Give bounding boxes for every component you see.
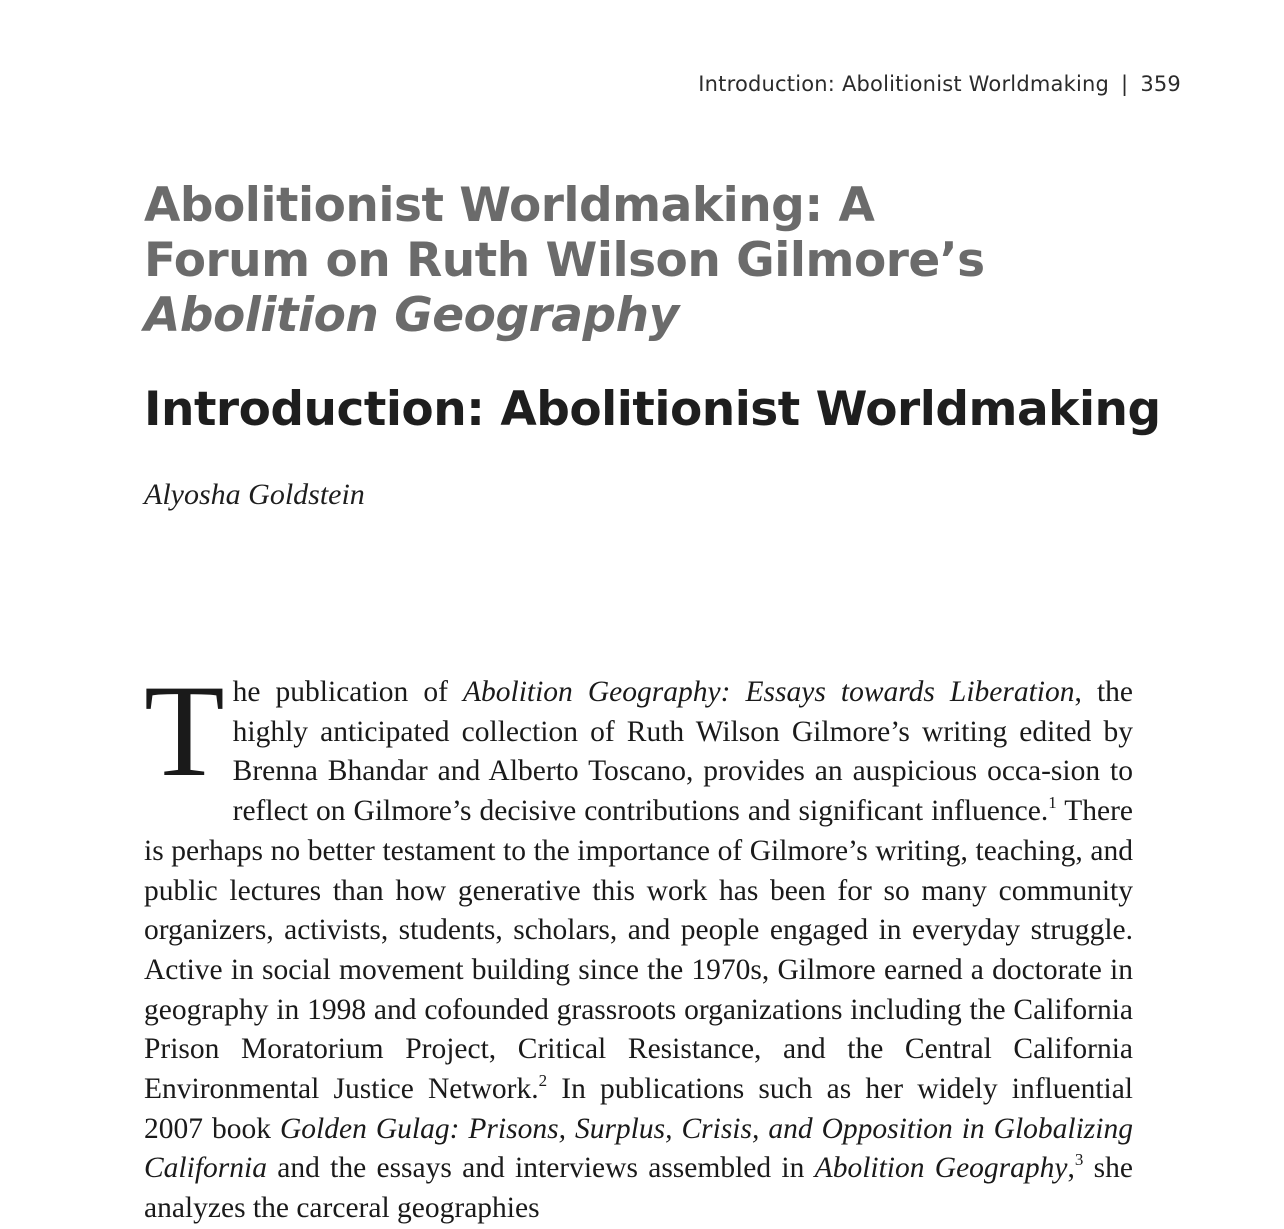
book-title-abolition-geography-short: Abolition Geography [814,1152,1068,1185]
article-title: Introduction: Abolitionist Worldmaking [144,382,1161,437]
body-text-segment: , the highly anticipated collection of Ruth Wilson Gilmore’s writing edited by Brenna Bhandar and Alberto Toscano, provides an auspicious occa-sion to reflect on Gilmore’s decisive contributions and significant influence. [232,676,1133,828]
body-text-segment: There is perhaps no better testament to the importance of Gilmore’s writing, teaching, and public lectures than how generative this work has been for so many community organizers, activists, students, scholars, and people engaged in everyday struggle. Active in social movement building since the 1970s, Gilmore earned a doctorate in geography in 1998 and cofounded grassroots organizations including the California Prison Moratorium Project, Critical Resistance, and the Central California Environmental Justice Network. [144,795,1133,1106]
body-text-segment: and the essays and interviews assembled in [266,1152,815,1185]
body-text-segment: he publication of [232,676,463,708]
page-number: 359 [1140,72,1181,96]
running-head [698,72,1181,96]
footnote-ref-2[interactable]: 2 [538,1071,548,1091]
body-text-segment: , [1067,1152,1075,1185]
footnote-ref-1[interactable]: 1 [1048,793,1057,813]
body-text-segment: In publications such as her widely influential 2007 book [144,1073,1133,1145]
forum-title-text: Abolitionist Worldmaking: A Forum on Ruth Wilson Gilmore’s [144,178,985,288]
book-title-golden-gulag: Golden Gulag: Prisons, Surplus, Crisis, and Opposition in Globalizing California [144,1112,1133,1185]
author-name: Alyosha Goldstein [144,478,365,511]
body-paragraph [144,657,1133,1229]
forum-title-book-title: Abolition Geography [144,288,679,343]
book-title-abolition-geography: Abolition Geography: Essays towards Liberation [463,676,1075,708]
body-text-segment: she analyzes the carceral geographies [144,1152,1133,1225]
forum-title [144,178,1044,343]
footnote-ref-3[interactable]: 3 [1074,1150,1084,1170]
running-head-title: Introduction: Abolitionist Worldmaking [698,72,1110,96]
running-head-separator: | [1121,72,1129,96]
drop-cap: T [144,657,225,804]
